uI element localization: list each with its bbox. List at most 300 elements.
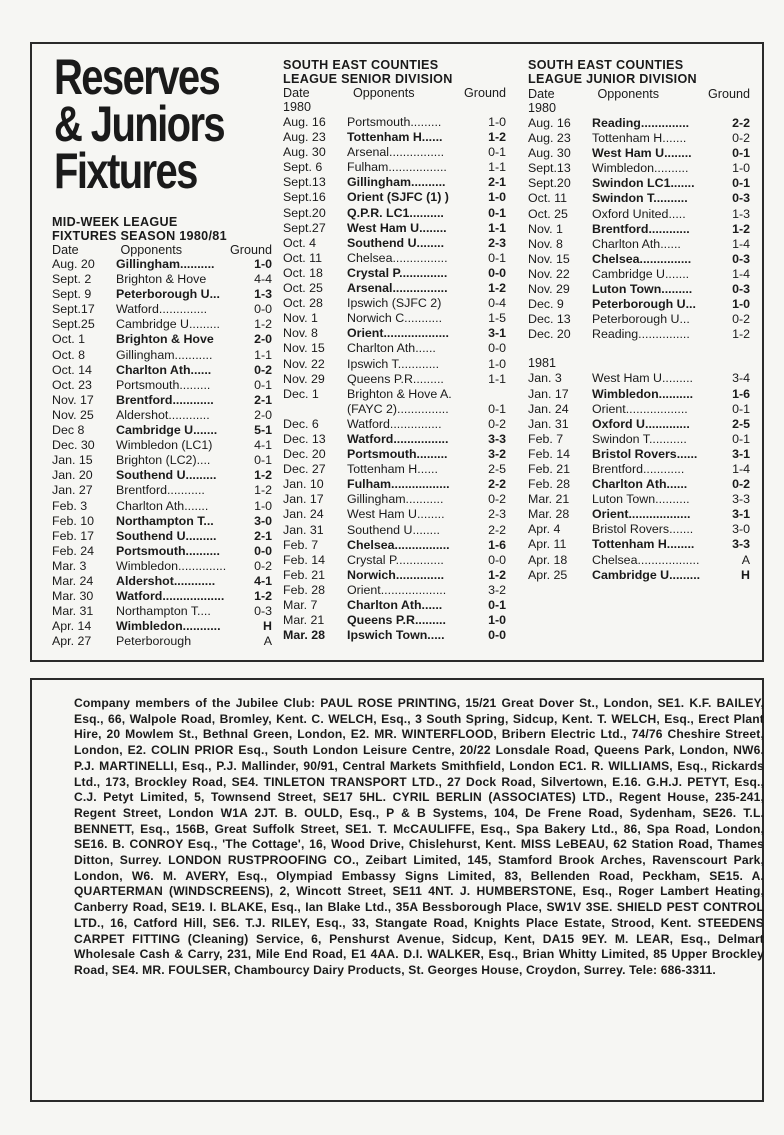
fixture-date: Nov. 1 <box>528 221 563 236</box>
fixture-opponent: Gillingham.......... <box>347 175 446 190</box>
fixture-date: Dec. 6 <box>283 416 319 431</box>
fixture-opponent: Charlton Ath...... <box>347 598 443 612</box>
fixture-opponent: Brighton & Hove A. <box>347 386 452 401</box>
fixture-opponent: Portsmouth......... <box>347 115 442 129</box>
fixture-date <box>283 402 347 417</box>
fixture-row <box>283 598 506 613</box>
fixture-result: 1-2 <box>732 221 750 236</box>
fixture-row <box>283 432 506 447</box>
fixture-result: 0-0 <box>488 628 506 643</box>
page-title <box>54 49 270 199</box>
fixture-row <box>528 402 750 417</box>
fixture-row <box>283 115 506 130</box>
fixture-row <box>283 236 506 251</box>
fixture-date: Feb. 7 <box>283 537 319 552</box>
fixture-row <box>52 634 272 649</box>
fixture-row <box>528 537 750 552</box>
fixture-date: Oct. 4 <box>283 235 317 250</box>
fixture-date: Oct. 11 <box>528 191 568 206</box>
fixture-result: 1-0 <box>254 257 272 271</box>
fixture-date: Nov. 29 <box>283 371 325 386</box>
fixture-opponent: Fulham................. <box>347 160 447 175</box>
fixture-result: 3-0 <box>732 522 750 537</box>
fixture-row <box>52 529 272 544</box>
midweek-fixture-list <box>52 257 272 649</box>
fixture-opponent: Chelsea............... <box>592 251 692 266</box>
fixture-row <box>52 514 272 529</box>
fixture-date: Jan. 10 <box>283 477 324 492</box>
fixture-opponent: Aldershot............ <box>116 573 216 588</box>
fixture-opponent: Chelsea................ <box>347 537 450 552</box>
fixture-row <box>283 462 506 477</box>
fixture-row <box>283 447 506 462</box>
fixture-row <box>283 402 506 417</box>
fixture-result: 3-2 <box>488 447 506 462</box>
fixture-result: 1-2 <box>488 130 506 145</box>
fixture-opponent: Oxford United..... <box>592 206 686 221</box>
fixture-opponent: Queens P.R......... <box>347 613 446 628</box>
fixture-result: 5-1 <box>254 423 272 438</box>
fixture-date: Jan. 27 <box>52 483 93 498</box>
heading-line: SOUTH EAST COUNTIES <box>283 58 439 72</box>
fixture-result: 1-2 <box>488 567 506 582</box>
fixture-date: Apr. 18 <box>528 552 568 567</box>
fixture-result: 1-4 <box>732 461 750 476</box>
fixture-result: 2-2 <box>488 522 506 537</box>
fixture-opponent: Southend U........ <box>347 235 445 250</box>
junior-year-1980: 1980 <box>528 101 557 115</box>
fixture-date: Sept.13 <box>528 161 571 176</box>
fixture-date: Jan. 17 <box>283 492 324 507</box>
senior-fixture-list <box>283 115 506 643</box>
fixture-date: Mar. 24 <box>52 573 94 588</box>
fixture-opponent: Charlton Ath...... <box>347 341 436 356</box>
fixture-result: 0-1 <box>488 205 506 220</box>
fixture-date: Dec. 27 <box>283 462 326 477</box>
fixture-result: 0-3 <box>732 191 750 206</box>
fixture-opponent: Peterborough <box>116 634 192 649</box>
fixture-date: Oct. 1 <box>52 332 86 347</box>
fixture-row <box>528 176 750 191</box>
fixture-date: Feb. 28 <box>283 582 326 597</box>
fixture-date: Oct. 25 <box>528 206 568 221</box>
fixture-row <box>283 372 506 387</box>
fixture-result: 0-3 <box>732 282 750 297</box>
fixture-row <box>528 387 750 402</box>
fixture-opponent: Tottenham H....... <box>592 131 687 146</box>
fixture-opponent: Charlton Ath....... <box>116 498 209 513</box>
fixture-opponent: Charlton Ath...... <box>116 362 212 377</box>
fixture-result: 1-2 <box>732 327 750 342</box>
fixture-date: Dec. 30 <box>52 438 95 453</box>
fixture-opponent: Ipswich T............ <box>347 356 440 371</box>
fixture-result: 1-2 <box>254 589 272 604</box>
fixture-row <box>283 568 506 583</box>
fixture-result: 0-2 <box>732 312 750 327</box>
fixture-result: 0-1 <box>732 176 750 191</box>
fixture-date: Oct. 18 <box>283 265 323 280</box>
fixture-date: Sept. 6 <box>283 160 323 175</box>
fixture-row <box>528 417 750 432</box>
fixture-row <box>52 453 272 468</box>
fixture-date: Feb. 14 <box>528 446 571 461</box>
fixture-result: 3-3 <box>732 492 750 507</box>
fixture-result: 0-0 <box>488 552 506 567</box>
fixture-opponent: Portsmouth......... <box>116 377 211 392</box>
fixture-row <box>528 267 750 282</box>
fixture-row <box>52 317 272 332</box>
fixture-date: Aug. 20 <box>52 257 95 271</box>
fixture-result: 0-1 <box>488 250 506 265</box>
fixture-date: Oct. 28 <box>283 296 323 311</box>
fixture-result: 2-3 <box>488 235 506 250</box>
fixture-result: H <box>263 619 272 634</box>
fixture-result: 0-1 <box>732 146 750 161</box>
junior-heading <box>528 58 750 86</box>
fixture-date: Mar. 28 <box>283 628 326 643</box>
jubilee-club-members-text: Company members of the Jubilee Club: PAUL ROSE PRINTING, 15/21 Great Dover St., London, SE1. K.F. BAILEY, Esq., 66, Walpole Road, Bromley, Kent. C. WELCH, Esq., 3 South Spring, Sidcup, Kent. T. WELCH, Esq., Erect Plant Hire, 20 Mowlem St., Bethnal Green, London, E2. MR. WINTERFLOOD, Bribern Electric Ltd., 74/76 Cheshire Street, London, E2. COLIN PRIOR Esq., South London Leisure Centre, 20/22 Lonsdale Road, Queens Park, London, NW6. P.J. MARTINELLI, Esq., P.J. Mallinder, 90/91, Central Markets Smithfield, London EC1. R. WILLIAMS, Esq., Rickards Ltd., 173, Brockley Road, SE4. TINLETON TRANSPORT LTD., 27 Dock Road, Silvertown, E.16. G.H.J. PETYT, Esq., C.J. Petyt Limited, 5, Townsend Street, SE17 5HL. CYRIL BERLIN (ASSOCIATES) LTD., Regent House, 235-241, Regent Street, London W1A 2JT. B. OULD, Esq., P & B Systems, 104, De Frene Road, Sydenham, SE26. T.L. BENNETT, Esq., 156B, Great Suffolk Street, SE1. T. McCAULIFFE, Esq., Spa Bakery Ltd., 86, Spa Road, London, SE16. B. CONROY Esq., 'The Cottage', 16, Wood Drive, Chislehurst, Kent. MISS LeBEAU, 62 Station Road, Thames Ditton, Surrey. LONDON RUSTPROOFING CO., Zeibart Limited, 145, Stamford Brook Arches, Ravenscourt Park, London, W6. M. AVERY, Esq., Olympiad Embassy Signs Limited, 83, Bellenden Road, Peckham, SE15. A. QUARTERMAN (WINDSCREENS), 2, Wincott Street, SE11 4NT. J. HUMBERSTONE, Esq., Roger Lambert Heating, Canberry Road, SE19. I. BLAKE, Esq., Ian Blake Ltd., 35A Bessborough Place, SW1V 3SE. SHIELD PEST CONTROL LTD., 16, Catford Hill, SE6. T.J. RILEY, Esq., 33, Stangate Road, Knights Place Estate, Strood, Kent. STEEDENS CARPET FITTING (Cleaning) Service, 6, Penshurst Avenue, Sidcup, Kent, DA15 9EY. M. LEAR, Esq., Delmart Wholesale Cash & Carry, 231, Mile End Road, E1 4AA. D.I. WALKER, Esq., Brian Whitty Limited, 85 Upper Brockley Road, SE4. MR. FOULSER, Chambourcy Dairy Products, St. Georges House, Croydon, Surrey. Tele: 686-3311. <box>74 696 764 977</box>
fixture-date: Feb. 21 <box>528 461 571 476</box>
fixture-row <box>528 116 750 131</box>
fixture-row <box>283 130 506 145</box>
fixture-row <box>52 287 272 302</box>
fixture-date: Jan. 20 <box>52 468 93 483</box>
fixture-date: Dec. 20 <box>528 327 571 342</box>
fixture-row <box>283 477 506 492</box>
fixture-opponent: Orient (SJFC (1) ) <box>347 190 449 205</box>
fixture-row <box>283 145 506 160</box>
fixture-opponent: West Ham U........ <box>347 507 445 522</box>
fixture-date: Dec. 13 <box>283 431 326 446</box>
fixture-row <box>283 523 506 538</box>
fixture-row <box>52 468 272 483</box>
fixture-row <box>52 408 272 423</box>
fixture-opponent: Orient................... <box>347 326 449 341</box>
fixture-row <box>283 357 506 372</box>
fixture-opponent: Peterborough U... <box>592 297 696 312</box>
fixture-result: 2-0 <box>254 407 272 422</box>
fixture-result: 1-5 <box>488 311 506 326</box>
fixture-opponent: Watford................ <box>347 431 449 446</box>
fixture-opponent: Bristol Rovers....... <box>592 522 694 537</box>
fixture-opponent: Ipswich (SJFC 2) <box>347 296 442 311</box>
fixture-opponent: Northampton T... <box>116 513 214 528</box>
fixture-opponent: Fulham................. <box>347 477 450 492</box>
fixture-row <box>283 553 506 568</box>
fixture-date: Aug. 23 <box>283 130 326 145</box>
members-panel <box>30 678 764 1102</box>
fixture-opponent: Swindon T........... <box>592 431 687 446</box>
fixture-row <box>283 326 506 341</box>
fixture-date: Nov. 22 <box>528 266 570 281</box>
fixture-date: Jan. 17 <box>528 386 569 401</box>
fixtures-panel <box>30 42 764 662</box>
senior-heading <box>283 58 506 86</box>
fixture-date: Mar. 28 <box>528 507 570 522</box>
fixture-row <box>283 190 506 205</box>
fixture-result: 0-3 <box>254 604 272 619</box>
fixture-result: 1-0 <box>732 161 750 176</box>
fixture-date: Sept.27 <box>283 220 326 235</box>
fixture-result: H <box>741 567 750 582</box>
fixture-opponent: Ipswich Town..... <box>347 628 445 643</box>
fixture-row <box>528 131 750 146</box>
col-head-ground: Ground <box>229 243 272 257</box>
fixture-result: 3-0 <box>254 513 272 528</box>
fixture-row <box>52 423 272 438</box>
fixture-row <box>283 221 506 236</box>
heading-line: LEAGUE SENIOR DIVISION <box>283 72 453 86</box>
fixture-date: Nov. 29 <box>528 282 570 297</box>
fixture-opponent: Wimbledon.............. <box>116 558 227 573</box>
fixture-date: Dec. 1 <box>283 386 319 401</box>
fixture-opponent: Portsmouth.......... <box>116 543 220 558</box>
fixture-opponent: Gillingham.......... <box>116 257 215 271</box>
fixture-date: Dec. 9 <box>528 297 564 312</box>
fixture-result: 1-1 <box>488 220 506 235</box>
midweek-heading <box>52 215 272 243</box>
fixture-result: 3-1 <box>732 446 750 461</box>
fixture-row <box>52 272 272 287</box>
fixture-date: Mar. 30 <box>52 589 94 604</box>
fixture-result: 0-1 <box>732 431 750 446</box>
fixture-row <box>283 311 506 326</box>
fixture-date: Aug. 30 <box>528 146 571 161</box>
col-head-date: Date <box>52 243 79 257</box>
fixture-row <box>528 553 750 568</box>
fixture-result: 0-1 <box>254 453 272 468</box>
fixture-row <box>528 432 750 447</box>
fixture-date: Dec 8 <box>52 423 85 438</box>
senior-column <box>283 58 506 643</box>
fixture-result: 0-1 <box>732 401 750 416</box>
fixture-opponent: Tottenham H........ <box>592 537 695 552</box>
fixture-opponent: Wimbledon........... <box>116 619 221 634</box>
heading-line: MID-WEEK LEAGUE <box>52 215 178 229</box>
fixture-result: 0-1 <box>488 598 506 612</box>
col-head-opponents: Opponents <box>352 86 415 100</box>
fixture-date: Feb. 7 <box>528 431 564 446</box>
fixture-opponent: Q.P.R. LC1.......... <box>347 205 444 220</box>
fixture-date: Nov. 22 <box>283 356 325 371</box>
col-head-opponents: Opponents <box>120 243 183 257</box>
fixture-date: Mar. 21 <box>283 613 325 628</box>
title-line: Fixtures <box>54 143 197 199</box>
fixture-result: 4-1 <box>254 573 272 588</box>
fixture-date: Sept.16 <box>283 190 326 205</box>
fixture-result: 1-4 <box>732 236 750 251</box>
fixture-opponent: (FAYC 2)............... <box>347 401 449 416</box>
fixture-opponent: Brighton & Hove <box>116 272 207 287</box>
fixture-date: Oct. 14 <box>52 362 92 377</box>
fixture-result: 0-1 <box>254 377 272 392</box>
fixture-result: 1-0 <box>488 613 506 628</box>
fixture-result: 2-1 <box>254 392 272 407</box>
fixture-result: 2-3 <box>488 507 506 522</box>
fixture-row <box>283 296 506 311</box>
fixture-row <box>52 574 272 589</box>
heading-line: LEAGUE JUNIOR DIVISION <box>528 72 697 86</box>
fixture-opponent: Gillingham........... <box>116 347 213 362</box>
fixture-date: Feb. 17 <box>52 528 95 543</box>
fixture-opponent: Reading.............. <box>592 116 690 130</box>
fixture-result: 1-0 <box>254 498 272 513</box>
fixture-row <box>283 628 506 643</box>
fixture-opponent: Chelsea................ <box>347 250 448 265</box>
junior-fixture-list-1980 <box>528 116 750 342</box>
fixture-row <box>283 281 506 296</box>
fixture-opponent: Gillingham........... <box>347 492 444 507</box>
fixture-result: 2-5 <box>488 462 506 477</box>
fixture-result: 1-0 <box>732 297 750 312</box>
fixture-opponent: Portsmouth......... <box>347 447 448 462</box>
fixture-row <box>52 332 272 347</box>
fixture-result: 4-1 <box>254 438 272 453</box>
fixture-row <box>283 206 506 221</box>
fixture-date: Feb. 14 <box>283 552 326 567</box>
fixture-date: Sept. 9 <box>52 287 92 302</box>
fixture-opponent: Cambridge U....... <box>116 423 218 438</box>
fixture-row <box>283 266 506 281</box>
fixture-date: Jan. 15 <box>52 453 93 468</box>
fixture-row <box>52 559 272 574</box>
fixture-result: 0-2 <box>254 362 272 377</box>
fixture-row <box>52 589 272 604</box>
fixture-result: 3-3 <box>732 537 750 552</box>
fixture-opponent: Brentford............ <box>592 461 685 476</box>
fixture-date: Apr. 14 <box>52 619 92 634</box>
fixture-opponent: Watford............... <box>347 416 442 431</box>
title-line: & Juniors <box>54 96 225 152</box>
fixture-opponent: Wimbledon.......... <box>592 161 689 176</box>
fixture-opponent: West Ham U......... <box>592 371 693 386</box>
fixture-row <box>528 252 750 267</box>
fixture-result: 2-1 <box>254 528 272 543</box>
fixture-result: 1-1 <box>488 160 506 175</box>
fixture-result: 0-0 <box>488 341 506 356</box>
heading-line: SOUTH EAST COUNTIES <box>528 58 684 72</box>
fixture-opponent: Charlton Ath...... <box>592 236 681 251</box>
fixture-date: Sept.20 <box>528 176 571 191</box>
fixture-row <box>283 583 506 598</box>
fixture-date: Apr. 27 <box>52 634 92 649</box>
fixture-row <box>52 604 272 619</box>
fixture-result: 0-0 <box>488 265 506 280</box>
senior-col-heads <box>283 86 506 100</box>
fixture-result: 1-2 <box>254 468 272 483</box>
fixture-date: Oct. 8 <box>52 347 86 362</box>
fixture-row <box>283 251 506 266</box>
fixture-opponent: Southend U........ <box>347 522 440 537</box>
fixture-row <box>528 462 750 477</box>
fixture-opponent: Swindon LC1....... <box>592 176 695 191</box>
fixture-row <box>528 282 750 297</box>
fixture-result: 1-6 <box>732 386 750 401</box>
fixture-result: 1-0 <box>488 115 506 129</box>
fixture-opponent: Norwich C........... <box>347 311 443 326</box>
fixture-opponent: Queens P.R......... <box>347 371 444 386</box>
fixture-opponent: Reading............... <box>592 327 690 342</box>
fixture-row <box>283 160 506 175</box>
fixture-result: 0-3 <box>732 251 750 266</box>
fixture-row <box>52 438 272 453</box>
fixture-result: 0-2 <box>488 416 506 431</box>
fixture-date: Feb. 28 <box>528 477 571 492</box>
fixture-result: 1-0 <box>488 190 506 205</box>
senior-year: 1980 <box>283 100 312 114</box>
fixture-row <box>528 312 750 327</box>
fixture-result: 2-0 <box>254 332 272 347</box>
fixture-result: 1-0 <box>488 356 506 371</box>
fixture-opponent: Crystal P.............. <box>347 265 448 280</box>
fixture-opponent: Charlton Ath...... <box>592 477 688 492</box>
fixture-opponent: Chelsea.................. <box>592 552 700 567</box>
fixture-row <box>528 507 750 522</box>
fixture-opponent: Bristol Rovers...... <box>592 446 698 461</box>
fixture-date: Mar. 3 <box>52 558 87 573</box>
fixture-opponent: Orient.................. <box>592 401 688 416</box>
fixture-row <box>283 538 506 553</box>
fixture-row <box>52 348 272 363</box>
col-head-ground: Ground <box>707 87 750 101</box>
fixture-opponent: Southend U......... <box>116 468 217 483</box>
fixture-row <box>528 568 750 583</box>
fixture-row <box>52 393 272 408</box>
fixture-date: Sept.17 <box>52 302 95 317</box>
fixture-opponent: Brighton (LC2).... <box>116 453 211 468</box>
fixture-opponent: Watford.............. <box>116 302 208 317</box>
fixture-date: Nov. 8 <box>528 236 563 251</box>
fixture-opponent: Northampton T.... <box>116 604 211 619</box>
fixture-opponent: Arsenal................ <box>347 145 445 160</box>
fixture-date: Oct. 25 <box>283 281 323 296</box>
fixture-date: Dec. 20 <box>283 447 326 462</box>
fixture-row <box>528 492 750 507</box>
fixture-date: Aug. 16 <box>283 115 326 129</box>
fixture-date: Nov. 1 <box>283 311 318 326</box>
fixture-opponent: West Ham U........ <box>347 220 447 235</box>
fixture-opponent: Cambridge U....... <box>592 266 690 281</box>
fixture-result: 3-3 <box>488 431 506 446</box>
fixture-opponent: Cambridge U......... <box>592 567 701 582</box>
col-head-date: Date <box>283 86 310 100</box>
fixture-result: 2-1 <box>488 175 506 190</box>
fixture-opponent: Norwich.............. <box>347 567 445 582</box>
fixture-date: Apr. 25 <box>528 567 568 582</box>
fixture-result: 1-1 <box>254 347 272 362</box>
fixture-row <box>528 161 750 176</box>
fixture-row <box>52 302 272 317</box>
heading-line: FIXTURES SEASON 1980/81 <box>52 229 227 243</box>
fixture-date: Jan. 31 <box>528 416 569 431</box>
fixture-date: Mar. 7 <box>283 598 318 612</box>
fixture-opponent: Brentford........... <box>116 483 205 498</box>
fixture-row <box>52 363 272 378</box>
fixture-date: Nov. 17 <box>52 392 94 407</box>
fixture-result: 3-1 <box>488 326 506 341</box>
fixture-opponent: Oxford U............. <box>592 416 690 431</box>
fixture-opponent: Orient................... <box>347 582 447 597</box>
fixture-opponent: Orient.................. <box>592 507 691 522</box>
junior-col-heads <box>528 87 750 101</box>
fixture-date: Apr. 4 <box>528 522 561 537</box>
fixture-opponent: Peterborough U... <box>592 312 690 327</box>
fixture-date: Aug. 16 <box>528 116 571 130</box>
fixture-date: Aug. 30 <box>283 145 326 160</box>
fixture-result: 2-2 <box>732 116 750 130</box>
fixture-row <box>283 341 506 356</box>
junior-year-1981: 1981 <box>528 356 557 371</box>
